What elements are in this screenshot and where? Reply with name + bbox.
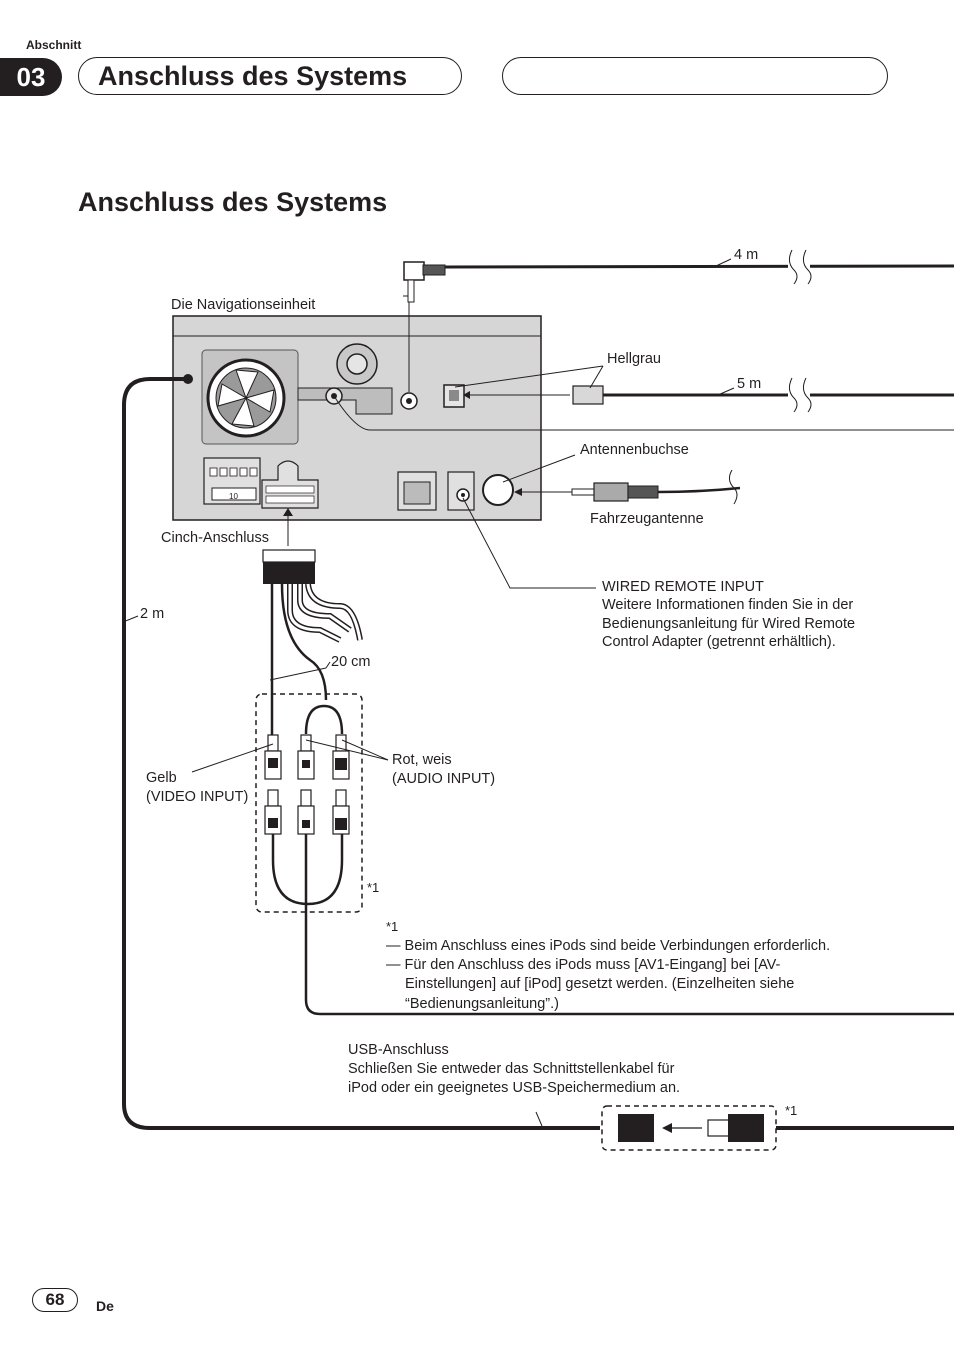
cable-20cm-label: 20 cm <box>331 654 371 670</box>
footnote-line3: Einstellungen] auf [iPod] gesetzt werden. (Einzelheiten siehe <box>405 976 795 992</box>
usb-connectors <box>602 1106 776 1150</box>
navigation-unit <box>173 316 541 520</box>
footnote-line1: — Beim Anschluss eines iPods sind beide Verbindungen erforderlich. <box>386 938 831 954</box>
footnote-line4: “Bedienungsanleitung”.) <box>405 996 559 1012</box>
wired-remote-title: WIRED REMOTE INPUT <box>602 579 764 595</box>
audio-input-label: (AUDIO INPUT) <box>392 771 496 787</box>
wired-remote-line3: Control Adapter (getrennt erhältlich). <box>602 634 836 650</box>
header-title: Anschluss des Systems <box>98 61 408 91</box>
language-code: De <box>96 1298 114 1314</box>
usb-line2: iPod oder ein geeignetes USB-Speichermedium an. <box>348 1080 681 1096</box>
usb-title: USB-Anschluss <box>348 1042 449 1058</box>
cinch-cable <box>263 508 360 740</box>
footnote-marker: *1 <box>386 919 399 934</box>
cable-5m-label: 5 m <box>737 376 762 392</box>
page-title: Anschluss des Systems <box>78 187 388 217</box>
gelb-label: Gelb <box>146 770 177 786</box>
usb-footnote-marker: *1 <box>785 1103 798 1118</box>
section-number: 03 <box>0 58 62 96</box>
rot-weis-label: Rot, weis <box>392 752 452 768</box>
cable-4m-label: 4 m <box>734 247 759 263</box>
fahrzeugantenne-label: Fahrzeugantenne <box>590 511 704 527</box>
hellgrau-label: Hellgrau <box>607 351 661 367</box>
cable-2m-label: 2 m <box>140 606 165 622</box>
wired-remote-line2: Bedienungsanleitung für Wired Remote <box>602 616 856 632</box>
page-number: 68 <box>32 1288 78 1312</box>
wired-remote-line1: Weitere Informationen finden Sie in der <box>602 597 854 613</box>
connector-number: 10 <box>229 492 238 501</box>
antennenbuchse-label: Antennenbuchse <box>580 442 689 458</box>
video-input-label: (VIDEO INPUT) <box>146 789 249 805</box>
footnote-line2: — Für den Anschluss des iPods muss [AV1-Eingang] bei [AV- <box>386 957 781 973</box>
nav-unit-label: Die Navigationseinheit <box>171 297 316 313</box>
rca-footnote-marker: *1 <box>367 880 380 895</box>
section-label: Abschnitt <box>26 38 82 52</box>
cinch-label: Cinch-Anschluss <box>161 530 269 546</box>
usb-line1: Schließen Sie entweder das Schnittstellenkabel für <box>348 1061 675 1077</box>
